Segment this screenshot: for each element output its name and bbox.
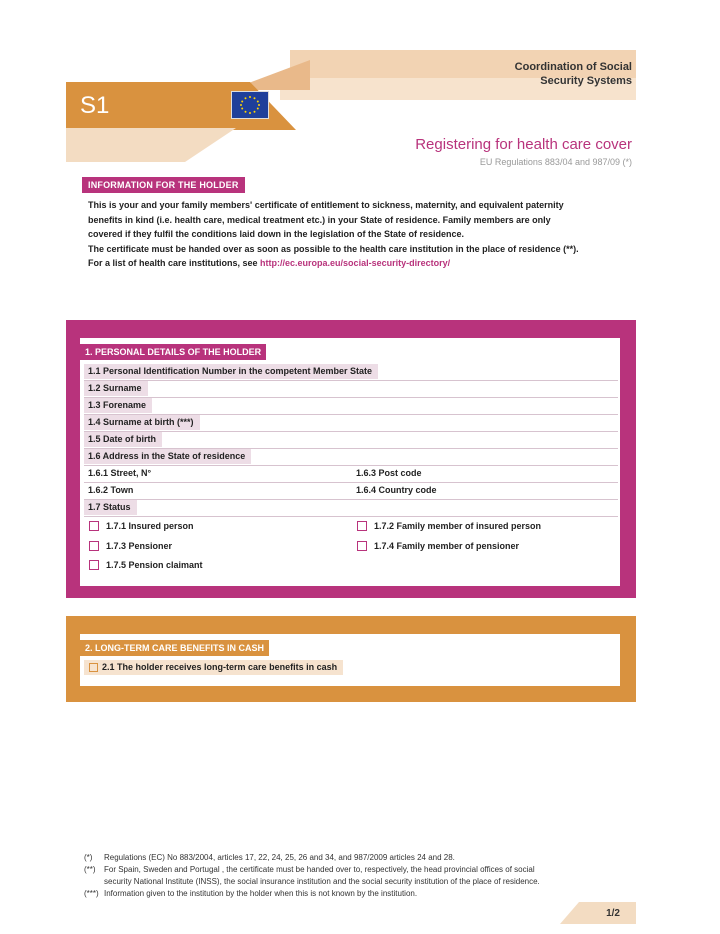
- footnote-text: For Spain, Sweden and Portugal , the certificate must be handed over to, respectively, the head provincial offices of social: [104, 865, 535, 874]
- eu-flag-icon: [231, 91, 269, 119]
- field-label: 1.4 Surname at birth (***): [84, 415, 200, 430]
- info-section-label: INFORMATION FOR THE HOLDER: [82, 177, 245, 193]
- info-line: [88, 256, 628, 271]
- footnote-mark: (***): [84, 889, 99, 898]
- field-row-date-of-birth[interactable]: [84, 432, 618, 449]
- insured-person-label: 1.7.1 Insured person: [106, 521, 194, 531]
- field-row-street-postcode[interactable]: [84, 466, 618, 483]
- pension-claimant-checkbox[interactable]: [89, 560, 99, 570]
- organization-line-2: Security Systems: [540, 75, 632, 87]
- footnote-3: [84, 888, 624, 900]
- town-label: 1.6.2 Town: [88, 485, 134, 495]
- section-1-label: 1. PERSONAL DETAILS OF THE HOLDER: [80, 344, 266, 360]
- field-row-surname[interactable]: [84, 381, 618, 398]
- footnote-mark: (*): [84, 853, 93, 862]
- field-label: 1.3 Forename: [84, 398, 152, 413]
- info-line-prefix: For a list of health care institutions, see: [88, 258, 261, 269]
- ltc-benefits-field: [84, 660, 343, 675]
- field-row-status: [84, 500, 618, 517]
- pension-claimant-label: 1.7.5 Pension claimant: [106, 560, 203, 570]
- info-line: The certificate must be handed over as soon as possible to the health care institution in the place of residence (**).: [88, 243, 579, 254]
- ltc-benefits-label: 2.1 The holder receives long-term care benefits in cash: [102, 662, 338, 672]
- country-code-label: 1.6.4 Country code: [356, 485, 437, 495]
- organization-name: [432, 60, 632, 88]
- organization-line-1: Coordination of Social: [514, 61, 632, 73]
- field-row-address: [84, 449, 618, 466]
- field-row-surname-at-birth[interactable]: [84, 415, 618, 432]
- family-member-insured-label: 1.7.2 Family member of insured person: [374, 521, 542, 531]
- family-member-pensioner-label: 1.7.4 Family member of pensioner: [374, 541, 520, 551]
- info-text: [88, 198, 628, 271]
- footer-band: [560, 902, 636, 924]
- ltc-benefits-checkbox[interactable]: [89, 663, 98, 672]
- field-row-forename[interactable]: [84, 398, 618, 415]
- field-label: 1.5 Date of birth: [84, 432, 162, 447]
- info-line: covered if they fulfil the conditions laid down in the legislation of the State of residence.: [88, 229, 465, 240]
- pensioner-checkbox[interactable]: [89, 541, 99, 551]
- footnote-2: [84, 864, 624, 888]
- page-subtitle: EU Regulations 883/04 and 987/09 (*): [479, 157, 632, 167]
- family-member-insured-checkbox[interactable]: [357, 521, 367, 531]
- page-number: 1/2: [606, 908, 620, 919]
- post-code-label: 1.6.3 Post code: [356, 468, 422, 478]
- field-label: 1.6 Address in the State of residence: [84, 449, 251, 464]
- family-member-pensioner-checkbox[interactable]: [357, 541, 367, 551]
- form-code-underband: [66, 128, 236, 162]
- info-line: This is your and your family members' certificate of entitlement to sickness, maternity, and equivalent paternity: [88, 200, 564, 210]
- form-code: S1: [80, 92, 110, 119]
- info-line: benefits in kind (i.e. health care, medical treatment etc.) in your State of residence. Family members are only: [88, 214, 551, 225]
- field-label: 1.7 Status: [84, 500, 137, 515]
- field-label: 1.1 Personal Identification Number in the competent Member State: [84, 364, 378, 379]
- field-row-pin[interactable]: [84, 364, 618, 381]
- footnote-mark: (**): [84, 865, 96, 874]
- footnote-1: [84, 852, 624, 864]
- page-title: Registering for health care cover: [415, 136, 632, 153]
- field-row-town-country[interactable]: [84, 483, 618, 500]
- field-label: 1.2 Surname: [84, 381, 148, 396]
- section-2-label: 2. LONG-TERM CARE BENEFITS IN CASH: [80, 640, 269, 656]
- street-label: 1.6.1 Street, N°: [88, 468, 152, 478]
- directory-link[interactable]: http://ec.europa.eu/social-security-directory/: [260, 258, 451, 269]
- pensioner-label: 1.7.3 Pensioner: [106, 541, 173, 551]
- footnote-text: Information given to the institution by the holder when this is not known by the institution.: [104, 889, 418, 898]
- footnote-text: Regulations (EC) No 883/2004, articles 17, 22, 24, 25, 26 and 34, and 987/2009 articles 24 and 28.: [104, 853, 455, 862]
- footnote-text: security National Institute (INSS), the social insurance institution and the social security institution of the place of residence.: [104, 877, 540, 886]
- insured-person-checkbox[interactable]: [89, 521, 99, 531]
